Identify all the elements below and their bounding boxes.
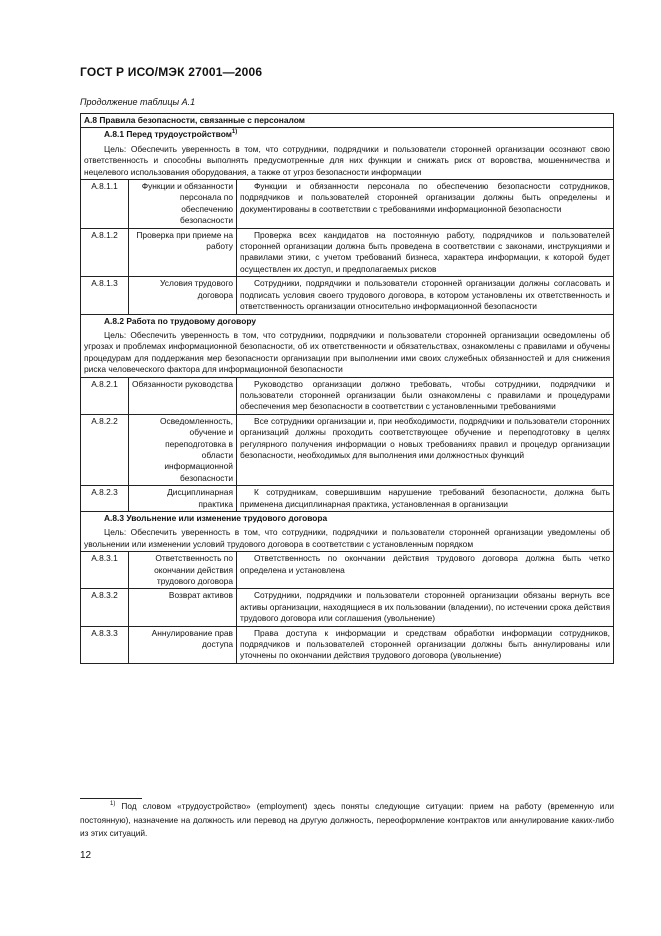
table-row: [81, 486, 614, 512]
footnote: [80, 800, 614, 841]
footnote-mark: 1): [231, 129, 238, 136]
control-name: Проверка при приеме на работу: [129, 228, 237, 277]
control-name: Возврат активов: [129, 589, 237, 626]
table-row: [81, 414, 614, 485]
section-header-row: [81, 114, 614, 128]
table-row: [81, 228, 614, 277]
control-description: Права доступа к информации и средствам обработки информации сотрудников, подрядчиков и пользователей сторонней организации должны быть аннулированы или уточнены по окончании действия трудового договора (увольнение): [237, 626, 614, 663]
control-description: Функции и обязанности персонала по обеспечению безопасности сотрудников, подрядчиков и пользователей сторонней организации должны быть определены и документированы в соответствии с требованиями информационной безопасности: [237, 180, 614, 229]
subsection-row: [81, 128, 614, 180]
control-code: А.8.3.2: [81, 589, 129, 626]
control-code: А.8.1.3: [81, 277, 129, 314]
table-row: [81, 626, 614, 663]
control-description: Проверка всех кандидатов на постоянную работу, подрядчиков и пользователей сторонней организации должна быть проведена в соответствии с законами, инструкциями и правилами этики, с учетом требований бизнеса, характера информации, к которой будет осуществлен их доступ, и предполагаемых рисков: [237, 228, 614, 277]
control-name: Аннулирование прав доступа: [129, 626, 237, 663]
subsection-title: А.8.2 Работа по трудовому договору: [104, 315, 256, 326]
section-title: А.8 Правила безопасности, связанные с персоналом: [81, 114, 614, 128]
subsection-title: А.8.1 Перед трудоустройством$^{1)}$: [104, 129, 238, 140]
controls-table: [80, 113, 614, 664]
control-name: Обязанности руководства: [129, 377, 237, 414]
control-name: Дисциплинарная практика: [129, 486, 237, 512]
page-number: 12: [80, 850, 92, 861]
control-description: Все сотрудники организации и, при необходимости, подрядчики и пользователи сторонних организаций должны проходить соответствующее обучение и переподготовку в целях регулярного получения информации о новых требованиях правил и процедур организации безопасности, необходимых для выполнения ими должностных функций: [237, 414, 614, 485]
subsection-goal: Цель: Обеспечить уверенность в том, что сотрудники, подрядчики и пользователи сторонней организации осознают свою ответственность и способны выполнять предусмотренные для них функции и снижать риск от воровства, мошенничества и нецелевого использования оборудования, а также от угроз безопасности информации: [84, 143, 610, 177]
control-code: А.8.1.2: [81, 228, 129, 277]
control-code: А.8.2.3: [81, 486, 129, 512]
control-name: Функции и обязанности персонала по обеспечению безопасности: [129, 180, 237, 229]
footnote-marker: 1): [110, 801, 116, 808]
subsection-row: [81, 512, 614, 552]
table-row: [81, 589, 614, 626]
table-row: [81, 180, 614, 229]
footnote-text: Под словом «трудоустройство» (employment) здесь поняты следующие ситуации: прием на работу (временную или постоянную), назначение на должность или перевод на другую должность, переоформление контрактов или аннулирование каких-либо из этих ситуаций.: [80, 801, 614, 838]
subsection-goal: Цель: Обеспечить уверенность в том, что сотрудники, подрядчики и пользователи сторонней организации уведомлены об увольнении или изменении условий трудового договора в соответствии с установленным порядком: [84, 527, 610, 549]
control-name: Условия трудового договора: [129, 277, 237, 314]
control-code: А.8.2.1: [81, 377, 129, 414]
control-code: А.8.3.1: [81, 552, 129, 589]
subsection-title: А.8.3 Увольнение или изменение трудового договора: [104, 513, 328, 523]
subsection-goal: Цель: Обеспечить уверенность в том, что сотрудники, подрядчики и пользователи сторонней организации осведомлены об угрозах и проблемах информационной безопасности, об их ответственности и обязательствах, ознакомлены с правилами и обучены процедурам для поддержания мер безопасности организации при выполнении ими своих служебных обязанностей и для снижения риска человеческого фактора для информационной безопасности: [84, 329, 610, 375]
control-description: Сотрудники, подрядчики и пользователи сторонней организации должны согласовать и подписать условия своего трудового договора, в котором установлены их ответственность и ответственность организации относительно информационной безопасности: [237, 277, 614, 314]
table-row: [81, 277, 614, 314]
control-description: Сотрудники, подрядчики и пользователи сторонней организации обязаны вернуть все активы организации, находящиеся в их пользовании (владении), по истечении срока действия трудового договора или соглашения (увольнение): [237, 589, 614, 626]
table-row: [81, 377, 614, 414]
table-continuation-caption: Продолжение таблицы А.1: [80, 97, 196, 107]
document-header: ГОСТ Р ИСО/МЭК 27001—2006: [80, 65, 263, 79]
control-code: А.8.2.2: [81, 414, 129, 485]
control-description: Ответственность по окончании действия трудового договора должна быть четко определена и установлена: [237, 552, 614, 589]
control-name: Осведомленность, обучение и переподготовка в области информационной безопасности: [129, 414, 237, 485]
subsection-row: [81, 314, 614, 377]
control-code: А.8.1.1: [81, 180, 129, 229]
control-description: К сотрудникам, совершившим нарушение требований безопасности, должна быть применена дисциплинарная практика, установленная в организации: [237, 486, 614, 512]
table-row: [81, 552, 614, 589]
control-description: Руководство организации должно требовать, чтобы сотрудники, подрядчики и пользователи сторонней организации были ознакомлены с правилами и процедурами обеспечения мер безопасности в соответствии с установленными требованиями: [237, 377, 614, 414]
footnote-divider: [80, 798, 142, 799]
control-name: Ответственность по окончании действия трудового договора: [129, 552, 237, 589]
control-code: А.8.3.3: [81, 626, 129, 663]
